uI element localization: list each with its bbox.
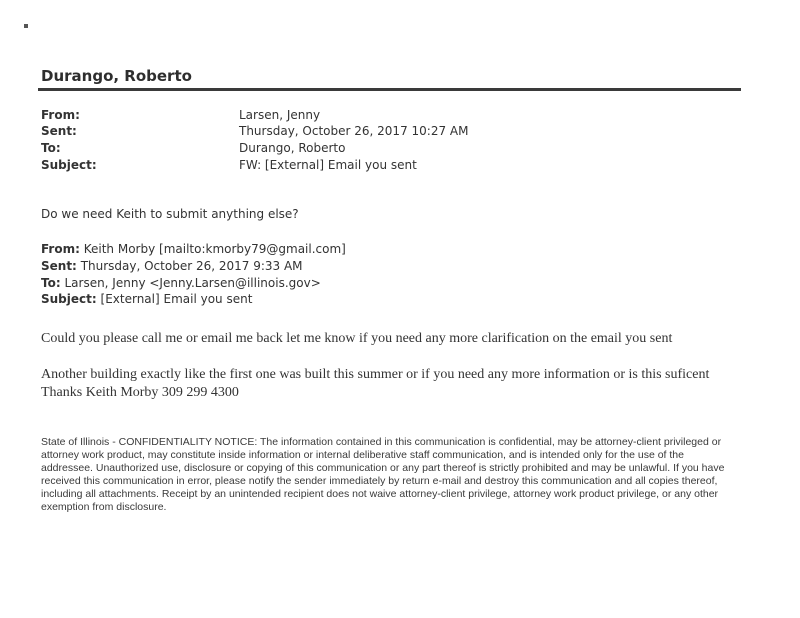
forwarded-subject-label: Subject: bbox=[41, 292, 97, 306]
to-value: Durango, Roberto bbox=[239, 141, 346, 155]
reply-text: Do we need Keith to submit anything else? bbox=[41, 207, 299, 221]
from-label: From: bbox=[41, 108, 80, 122]
subject-label: Subject: bbox=[41, 158, 97, 172]
forwarded-from-label: From: bbox=[41, 242, 80, 256]
forwarded-from-value: Keith Morby [mailto:kmorby79@gmail.com] bbox=[83, 242, 346, 256]
from-value: Larsen, Jenny bbox=[239, 108, 321, 122]
subject-value: FW: [External] Email you sent bbox=[239, 158, 417, 172]
to-label: To: bbox=[41, 141, 61, 155]
mailbox-owner-title: Durango, Roberto bbox=[41, 67, 192, 85]
forwarded-subject-value: [External] Email you sent bbox=[100, 292, 253, 306]
message-paragraph-2: Another building exactly like the first one was built this summer or if you need any more information or is this suficent Thanks Keith Morby 309 299 4300 bbox=[41, 367, 710, 400]
sent-label: Sent: bbox=[41, 124, 77, 138]
forwarded-sent-value: Thursday, October 26, 2017 9:33 AM bbox=[80, 259, 303, 273]
forwarded-sent bbox=[41, 259, 303, 273]
confidentiality-notice: State of Illinois - CONFIDENTIALITY NOTICE: The information contained in this communication is confidential, may be attorney-client privileged or attorney work product, may constitute inside information or internal deliberative staff communication, and is intended only for the use of the addressee. Unauthorized use, disclosure or copying of this communication or any part thereof is strictly prohibited and may be unlawful. If you have received this communication in error, please notify the sender immediately by return e-mail and destroy this communication and all copies thereof, including all attachments. Receipt by an unintended recipient does not waive attorney-client privilege, attorney work product privilege, or any other exemption from disclosure. bbox=[41, 436, 725, 513]
message-paragraph-1: Could you please call me or email me back let me know if you need any more clarification on the email you sent bbox=[41, 331, 673, 346]
forwarded-subject bbox=[41, 292, 252, 306]
forwarded-to-label: To: bbox=[41, 276, 61, 290]
forwarded-to bbox=[41, 276, 321, 290]
forwarded-from bbox=[41, 242, 346, 256]
sent-value: Thursday, October 26, 2017 10:27 AM bbox=[239, 124, 469, 138]
scan-mark bbox=[24, 24, 28, 28]
forwarded-sent-label: Sent: bbox=[41, 259, 77, 273]
title-divider bbox=[38, 88, 741, 91]
forwarded-to-value: Larsen, Jenny <Jenny.Larsen@illinois.gov> bbox=[64, 276, 321, 290]
